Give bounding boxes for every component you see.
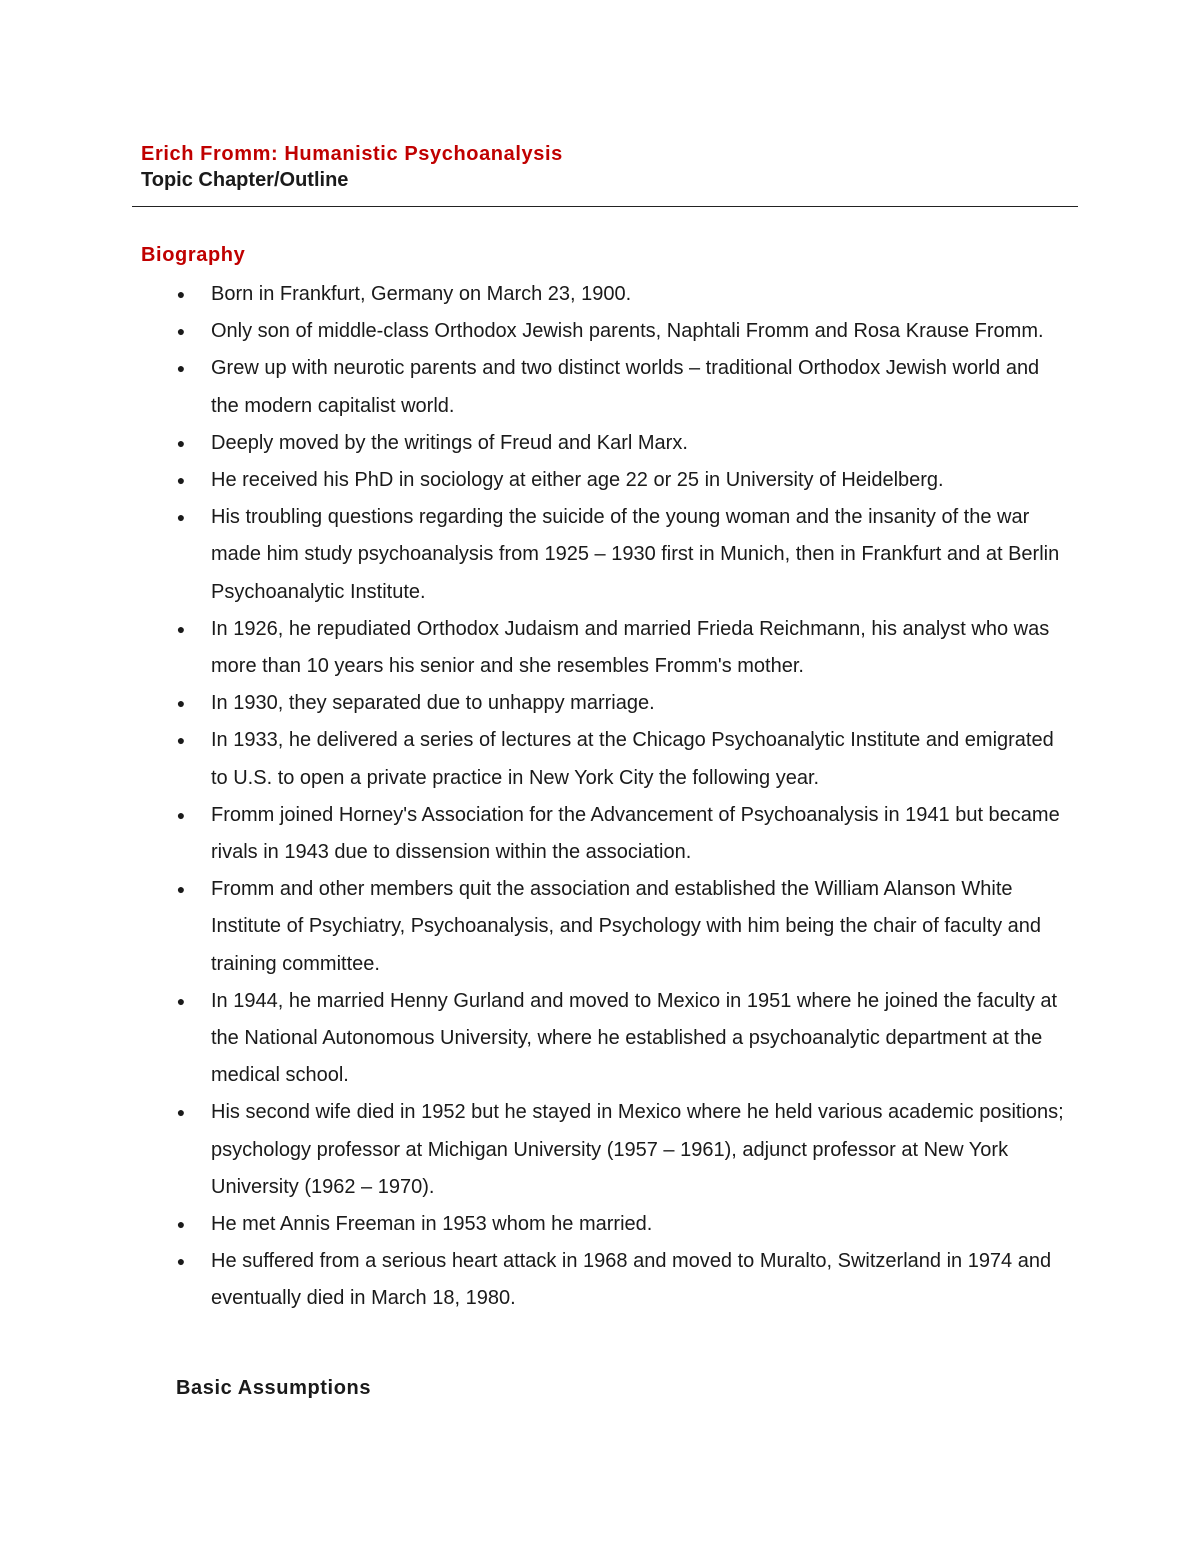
biography-item-text: In 1933, he delivered a series of lectures at the Chicago Psychoanalytic Institute and emigrated to U.S. to open a private practice in New York City the following year. xyxy=(211,729,1054,789)
horizontal-rule xyxy=(132,206,1078,207)
biography-item-text: Deeply moved by the writings of Freud and Karl Marx. xyxy=(211,431,688,454)
biography-item-text: His second wife died in 1952 but he stayed in Mexico where he held various academic positions; psychology professor at Michigan University (1957 – 1961), adjunct professor at New York University (1962 – 1970). xyxy=(211,1101,1064,1198)
document-title: Erich Fromm: Humanistic Psychoanalysis xyxy=(141,143,563,165)
bullet-icon: ● xyxy=(176,695,186,712)
biography-item-text: Fromm and other members quit the association and established the William Alanson White Institute of Psychiatry, Psychoanalysis, and Psychology with him being the chair of faculty and training committee. xyxy=(211,878,1042,975)
biography-item-text: In 1930, they separated due to unhappy marriage. xyxy=(211,692,655,715)
biography-list-item xyxy=(176,983,1066,1095)
bullet-icon: ● xyxy=(176,323,186,340)
biography-item-text: Only son of middle-class Orthodox Jewish parents, Naphtali Fromm and Rosa Krause Fromm. xyxy=(211,320,1044,343)
biography-list-item xyxy=(176,1094,1066,1206)
biography-list xyxy=(176,276,1066,1318)
biography-list-item xyxy=(176,722,1066,796)
biography-list-item xyxy=(176,1206,1066,1243)
bullet-icon: ● xyxy=(176,1253,186,1270)
bullet-icon: ● xyxy=(176,1216,186,1233)
biography-list-item xyxy=(176,685,1066,722)
biography-list-item xyxy=(176,1243,1066,1317)
biography-item-text: In 1926, he repudiated Orthodox Judaism and married Frieda Reichmann, his analyst who was more than 10 years his senior and she resembles Fromm's mother. xyxy=(211,617,1050,678)
biography-item-text: Born in Frankfurt, Germany on March 23, 1900. xyxy=(211,283,632,305)
bullet-icon: ● xyxy=(176,881,186,898)
biography-item-text: His troubling questions regarding the suicide of the young woman and the insanity of the war made him study psychoanalysis from 1925 – 1930 first in Munich, then in Frankfurt and at Berlin Psychoanalytic Institute. xyxy=(211,506,1060,603)
biography-list-item xyxy=(176,499,1066,611)
bullet-icon: ● xyxy=(176,286,186,302)
biography-item-text: He suffered from a serious heart attack in 1968 and moved to Muralto, Switzerland in 1974 and eventually died in March 18, 1980. xyxy=(211,1250,1052,1310)
bullet-icon: ● xyxy=(176,509,186,526)
bullet-icon: ● xyxy=(176,1104,186,1121)
document-subtitle: Topic Chapter/Outline xyxy=(141,169,349,191)
bullet-icon: ● xyxy=(176,360,186,377)
biography-heading: Biography xyxy=(141,244,246,266)
biography-item-text: In 1944, he married Henny Gurland and moved to Mexico in 1951 where he joined the faculty at the National Autonomous University, where he established a psychoanalytic department at the medical school. xyxy=(211,989,1058,1087)
biography-list-item xyxy=(176,350,1066,424)
biography-list-item xyxy=(176,462,1066,499)
biography-list-item xyxy=(176,871,1066,983)
bullet-icon: ● xyxy=(176,472,186,489)
bullet-icon: ● xyxy=(176,806,186,823)
biography-list-item xyxy=(176,313,1066,350)
biography-item-text: Grew up with neurotic parents and two distinct worlds – traditional Orthodox Jewish world and the modern capitalist world. xyxy=(211,357,1040,417)
biography-item-text: He received his PhD in sociology at either age 22 or 25 in University of Heidelberg. xyxy=(211,469,944,492)
biography-list-item xyxy=(176,276,1066,313)
biography-list-item xyxy=(176,611,1066,685)
biography-list-item xyxy=(176,797,1066,871)
biography-item-text: Fromm joined Horney's Association for the Advancement of Psychoanalysis in 1941 but became rivals in 1943 due to dissension within the association. xyxy=(211,803,1060,864)
bullet-icon: ● xyxy=(176,732,186,749)
basic-assumptions-heading: Basic Assumptions xyxy=(176,1377,372,1399)
bullet-icon: ● xyxy=(176,434,186,451)
biography-list-item xyxy=(176,425,1066,462)
biography-item-text: He met Annis Freeman in 1953 whom he married. xyxy=(211,1213,653,1236)
bullet-icon: ● xyxy=(176,620,186,637)
bullet-icon: ● xyxy=(176,992,186,1009)
